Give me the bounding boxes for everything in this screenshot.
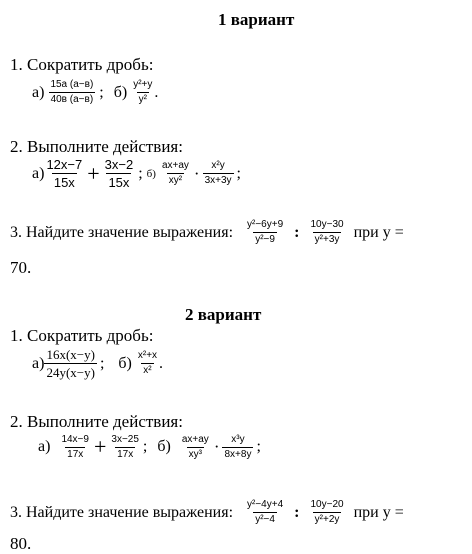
colon-sign: : xyxy=(294,503,300,521)
v2-t1-a-label: а) xyxy=(32,354,45,372)
numerator: 15a (a−в) xyxy=(50,79,94,90)
numerator: 3x−25 xyxy=(111,433,139,445)
v2-t1-separator: ; xyxy=(99,354,105,372)
v1-t2-fraction-1 xyxy=(44,158,84,189)
v2-t3-fraction-2 xyxy=(308,500,345,525)
variant-1-title: 1 вариант xyxy=(218,10,295,29)
denominator: x² xyxy=(143,365,152,376)
v2-t2-a-label: а) xyxy=(38,438,51,455)
numerator: 14x−9 xyxy=(61,433,89,445)
v2-task-2-text: 2. Выполните действия: xyxy=(10,412,183,431)
v1-t3-value: 70. xyxy=(10,258,32,277)
v1-t1-b-fraction xyxy=(131,80,154,105)
v1-t3-fraction-1 xyxy=(245,220,285,245)
denominator: y²−4 xyxy=(255,514,275,525)
v1-t3-fraction-2 xyxy=(308,220,345,245)
plus-sign: + xyxy=(93,434,107,459)
denominator: y² xyxy=(138,94,147,105)
numerator: 16x(x−y) xyxy=(46,347,95,362)
v2-t1-b-fraction xyxy=(136,351,159,376)
v2-task-3-expressions xyxy=(10,500,404,525)
numerator: x³y xyxy=(231,433,245,445)
v2-t3-value: 80. xyxy=(10,534,32,553)
v1-t1-a-label: а) xyxy=(32,83,45,101)
v1-t1-a-fraction xyxy=(48,80,95,105)
denominator: xy³ xyxy=(188,448,202,460)
v1-t1-b-label: б) xyxy=(113,83,128,101)
numerator: ax+ay xyxy=(181,433,209,445)
v1-task-2-text: 2. Выполните действия: xyxy=(10,137,183,156)
dot-sign: · xyxy=(193,163,200,183)
denominator: 17x xyxy=(117,448,134,460)
v2-t1-b-label: б) xyxy=(118,354,132,372)
v1-task-1-text: 1. Сократить дробь: xyxy=(10,55,154,74)
denominator: 40в (a−в) xyxy=(50,94,94,105)
v2-t3-fraction-1 xyxy=(245,500,285,525)
v1-t1-end: . xyxy=(154,83,159,101)
v1-t3-condition: при у = xyxy=(353,223,404,241)
denominator: 15x xyxy=(53,175,75,190)
v1-t2-separator: ; xyxy=(138,164,143,182)
numerator: 10y−30 xyxy=(310,219,344,230)
v2-t2-fraction-1 xyxy=(59,435,91,460)
denominator: 3x+3y xyxy=(204,175,232,186)
v1-t2-fraction-4 xyxy=(203,161,234,186)
numerator: y²+y xyxy=(133,79,153,90)
v2-t2-end: ; xyxy=(256,438,261,455)
v1-task-3-expressions xyxy=(10,220,404,245)
v1-t2-b-label: б) xyxy=(146,167,156,180)
v1-task-2-expressions xyxy=(32,158,241,189)
v2-t2-fraction-4 xyxy=(222,435,253,460)
v2-task-1-expressions xyxy=(32,348,163,379)
v1-t2-end: ; xyxy=(236,164,241,182)
denominator: xy² xyxy=(168,175,183,186)
numerator: y²−4y+4 xyxy=(247,499,284,510)
dot-sign: · xyxy=(213,437,220,456)
plus-sign: + xyxy=(87,160,100,186)
variant-2-title: 2 вариант xyxy=(185,305,262,324)
numerator: 3x−2 xyxy=(104,157,134,172)
v1-t2-fraction-3 xyxy=(160,161,191,186)
v1-t2-a-label: а) xyxy=(32,164,45,182)
v2-t2-fraction-3 xyxy=(180,435,211,460)
denominator: 15x xyxy=(108,175,130,190)
v2-t1-a-fraction xyxy=(44,348,97,379)
v2-t2-fraction-2 xyxy=(109,435,141,460)
v2-t2-separator: ; xyxy=(142,438,148,455)
denominator: y²+2y xyxy=(314,514,340,525)
denominator: 17x xyxy=(67,448,84,460)
colon-sign: : xyxy=(294,223,300,241)
denominator: 24y(x−y) xyxy=(46,365,95,380)
v2-task-1-text: 1. Сократить дробь: xyxy=(10,326,154,345)
denominator: y²−9 xyxy=(255,234,275,245)
v1-task-1-expressions xyxy=(32,80,158,105)
denominator: 8x+8y xyxy=(224,448,252,460)
numerator: x²y xyxy=(211,160,225,171)
v1-t1-separator: ; xyxy=(99,83,104,101)
numerator: 12x−7 xyxy=(46,157,83,172)
v2-task-3-text: 3. Найдите значение выражения: xyxy=(10,503,234,521)
v2-task-2-expressions xyxy=(38,434,261,460)
numerator: x²+x xyxy=(137,350,158,361)
v1-t2-fraction-2 xyxy=(103,158,136,189)
denominator: y²+3y xyxy=(314,234,340,245)
numerator: y²−6y+9 xyxy=(247,219,284,230)
numerator: 10y−20 xyxy=(310,499,344,510)
v2-t2-b-label: б) xyxy=(157,438,171,455)
v1-task-3-text: 3. Найдите значение выражения: xyxy=(10,223,234,241)
numerator: ax+ay xyxy=(161,160,189,171)
v2-t1-end: . xyxy=(159,354,164,372)
v2-t3-condition: при у = xyxy=(353,503,404,521)
